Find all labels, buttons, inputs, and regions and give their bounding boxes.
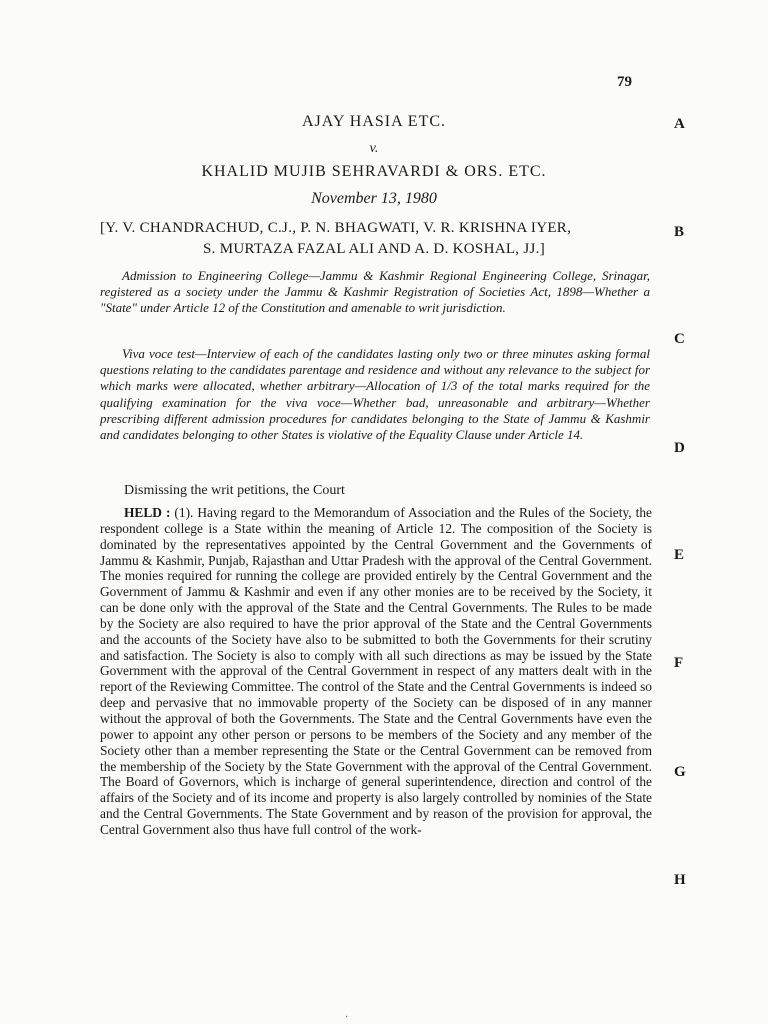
margin-letter-e: E: [674, 547, 685, 563]
headnote-paragraph-1: Admission to Engineering College—Jammu & Kashmir Regional Engineering College, Srinagar, registered as a society under the Jammu & Kashmir Registration of Societies Act, 1898—Whether a "State" under Article 12 of the Constitution and amenable to writ jurisdiction.: [100, 268, 650, 316]
scan-speck: ·: [345, 1012, 349, 1023]
dismissing-line: Dismissing the writ petitions, the Court: [124, 483, 345, 498]
margin-letter-b: B: [674, 224, 685, 240]
judgment-date: November 13, 1980: [311, 190, 437, 207]
margin-letter-a: A: [674, 116, 685, 132]
margin-letter-g: G: [674, 764, 686, 780]
coram-line-2: S. MURTAZA FAZAL ALI AND A. D. KOSHAL, JJ.]: [202, 241, 546, 257]
held-text: (1). Having regard to the Memorandum of Association and the Rules of the Society, the respondent college is a State within the meaning of Article 12. The composition of the Society is dominated by the representatives appointed by the Central Government and the Governments of Jammu & Kashmir, Punjab, Rajasthan and Uttar Pradesh with the approval of the Central Government. The monies required for running the college are provided entirely by the Central Government and the Government of Jammu & Kashmir and even if any other monies are to be received by the Society, it can be done only with the approval of the State and the Central Governments. The Rules to be made by the Society are also required to have the prior approval of the State and the Central Governments and the accounts of the Society have also to be submitted to both the Governments for their scrutiny and satisfaction. The Society is also to comply with all such directions as may be issued by the State Government with the approval of the Central Government in respect of any matters dealt with in the report of the Reviewing Committee. The control of the State and the Central Governments is indeed so deep and pervasive that no immovable property of the Society can be disposed of in any manner without the approval of both the Governments. The State and the Central Governments have even the power to appoint any other person or persons to be members of the Society and any member of the Society other than a member representing the State or the Central Government can be removed from the membership of the Society by the State Government with the approval of the Central Government. The Board of Governors, which is incharge of general superintendence, direction and control of the affairs of the Society and of its income and property is also largely controlled by nominies of the State and the Central Governments. The State Government and by reason of the provision for approval, the Central Government also thus have full control of the work-: [100, 505, 652, 837]
margin-letter-d: D: [674, 440, 685, 456]
held-paragraph: [100, 505, 652, 838]
margin-letter-h: H: [674, 872, 686, 888]
case-title-parties: AJAY HASIA ETC.: [301, 113, 447, 130]
coram: [100, 218, 648, 260]
page-number: 79: [617, 74, 632, 90]
margin-letter-f: F: [674, 655, 684, 671]
coram-line-1: [Y. V. CHANDRACHUD, C.J., P. N. BHAGWATI, V. R. KRISHNA IYER,: [100, 220, 572, 236]
margin-letter-c: C: [674, 331, 685, 347]
headnote-paragraph-2: Viva voce test—Interview of each of the candidates lasting only two or three minutes asking formal questions relating to the candidates parentage and residence and without any relevance to the subject for which marks were allocated, whether arbitrary—Allocation of 1/3 of the total marks required for the qualifying examination for the viva voce—Whether bad, unreasonable and arbitrary—Whether prescribing different admission procedures for candidates belonging to the State of Jammu & Kashmir and candidates belonging to other States is violative of the Equality Clause under Article 14.: [100, 346, 650, 443]
case-title-respondents: KHALID MUJIB SEHRAVARDI & ORS. ETC.: [201, 163, 547, 180]
held-label: HELD :: [124, 505, 171, 520]
case-title-versus: v.: [369, 141, 379, 156]
